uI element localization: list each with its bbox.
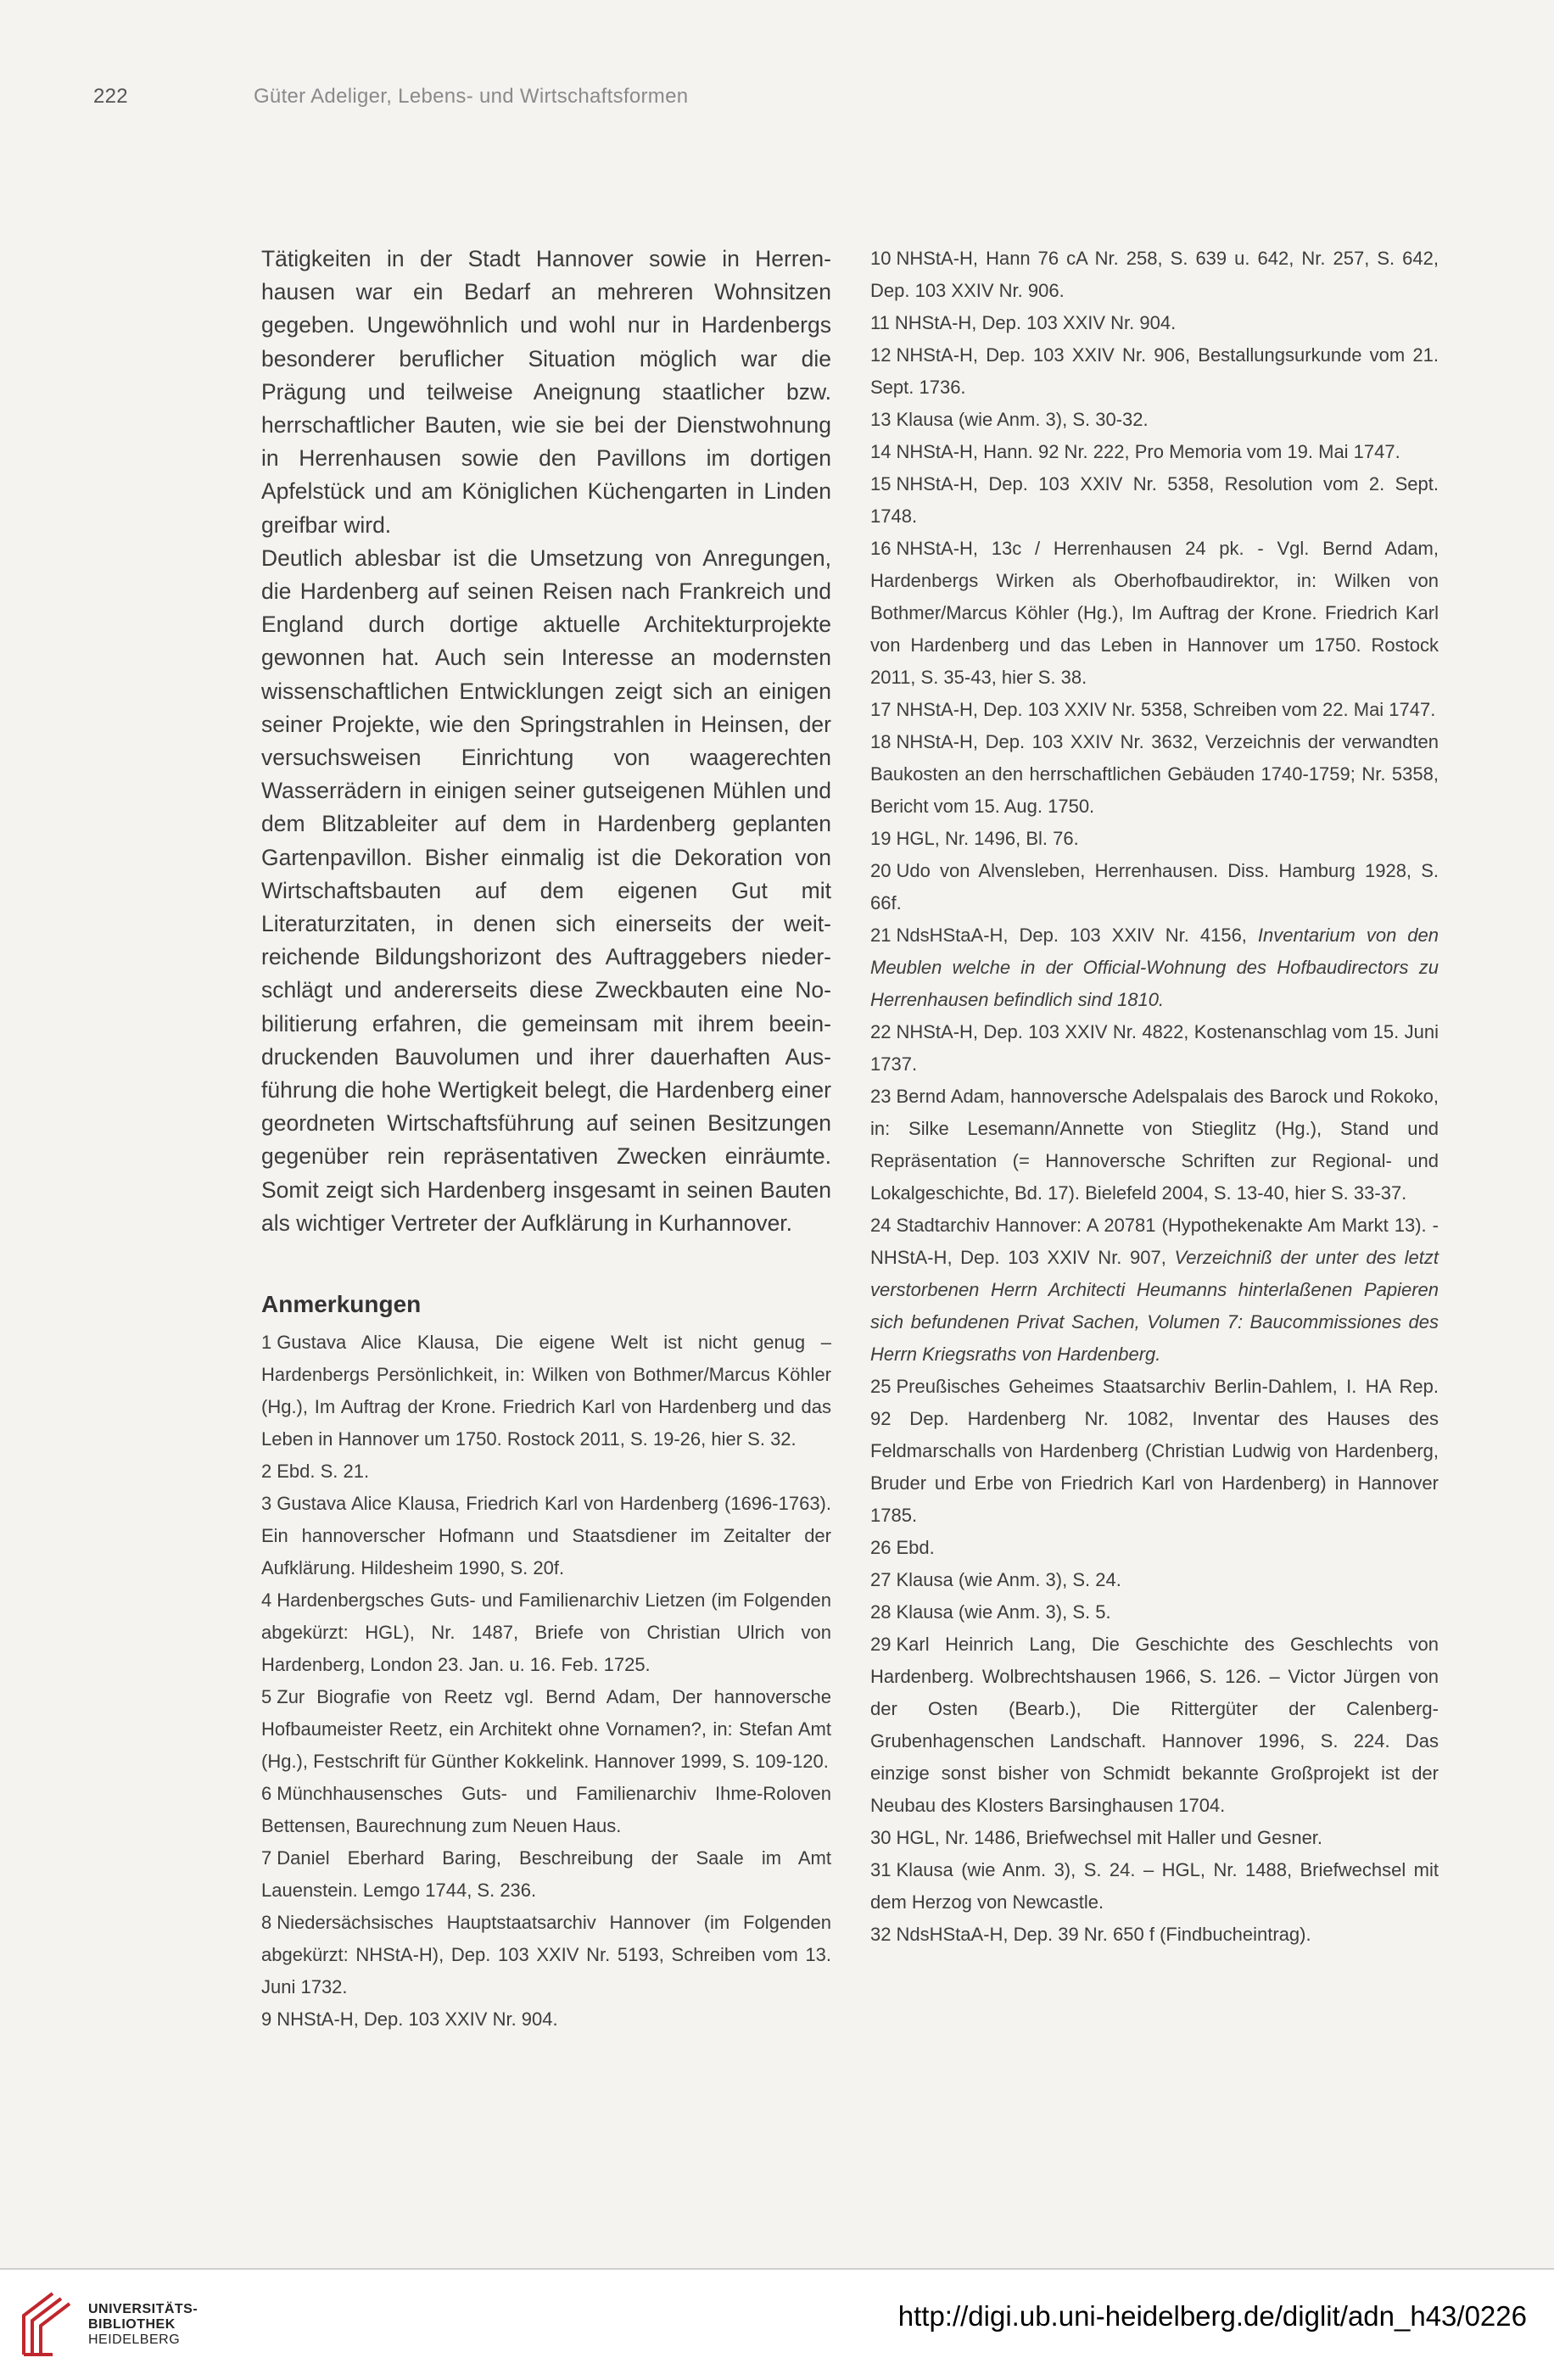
footnote bbox=[870, 1564, 1439, 1596]
footnote bbox=[870, 855, 1439, 919]
footnote-number: 20 bbox=[870, 860, 892, 881]
footnote-number: 12 bbox=[870, 344, 892, 366]
footnote-text: HGL, Nr. 1486, Briefwechsel mit Haller und Gesner. bbox=[896, 1827, 1323, 1848]
footnote-text: Ebd. S. 21. bbox=[277, 1461, 370, 1483]
footnote-number: 14 bbox=[870, 441, 892, 462]
footnote-text: HGL, Nr. 1496, Bl. 76. bbox=[896, 828, 1079, 849]
footnote-text: NHStA-H, Hann 76 cA Nr. 258, S. 639 u. 642, Nr. 257, S. 642, Dep. 103 XXIV Nr. 906. bbox=[870, 248, 1439, 301]
footnote bbox=[870, 919, 1439, 1016]
footnote bbox=[870, 694, 1439, 726]
footnote-number: 28 bbox=[870, 1601, 892, 1623]
footnote-text: Gustava Alice Klausa, Die eigene Welt ist nicht genug – Hardenbergs Persönlichkeit, in: Wilken von Bothmer/Marcus Köhler (Hg.), Im Auftrag der Krone. Friedrich Karl von Hardenberg und das Leben in Hannover um 1750. Rostock 2011, S. 19-26, hier S. 32. bbox=[261, 1332, 831, 1450]
footnote bbox=[870, 1629, 1439, 1822]
notes-heading: Anmerkungen bbox=[261, 1291, 422, 1318]
footnote-text: Zur Biografie von Reetz vgl. Bernd Adam, Der hannoversche Hofbaumeister Reetz, ein Architekt ohne Vornamen?, in: Stefan Amt (Hg.), Festschrift für Günther Kokkelink. Hannover 1999, S. 109-120. bbox=[261, 1686, 831, 1773]
body-paragraph-1: Tätigkeiten in der Stadt Hannover sowie in Herrenhausen war ein Bedarf an mehreren Wohnsitzen gegeben. Ungewöhnlich und wohl nur in Hardenbergs besonderer beruflicher Situation möglich war die Prägung und teilweise Aneignung staatlicher bzw. herrschaftlicher Bauten, wie sie bei der Dienstwohnung in Herrenhausen sowie den Pavillons im dortigen Apfelstück und am Königlichen Küchengarten in Linden greifbar wird. bbox=[261, 246, 831, 538]
footnote-text: NHStA-H, Dep. 103 XXIV Nr. 5358, Schreiben vom 22. Mai 1747. bbox=[896, 699, 1436, 720]
footnote-text: NHStA-H, 13c / Herrenhausen 24 pk. - Vgl. Bernd Adam, Hardenbergs Wirken als Oberhofbaudirektor, in: Wilken von Bothmer/Marcus Köhler (Hg.), Im Auftrag der Krone. Friedrich Karl von Hardenberg und das Leben in Hannover um 1750. Rostock 2011, S. 35-43, hier S. 38. bbox=[870, 538, 1439, 688]
footnote-number: 26 bbox=[870, 1537, 892, 1558]
footnote-number: 30 bbox=[870, 1827, 892, 1848]
footnote-text: NHStA-H, Dep. 103 XXIV Nr. 4822, Kostenanschlag vom 15. Juni 1737. bbox=[870, 1021, 1439, 1075]
footnote bbox=[870, 468, 1439, 533]
footnote-number: 29 bbox=[870, 1634, 892, 1655]
footnote-text: Preußisches Geheimes Staatsarchiv Berlin-Dahlem, I. HA Rep. 92 Dep. Hardenberg Nr. 1082, Inventar des Hauses des Feldmarschalls von Hardenberg (Christian Ludwig von Hardenberg, Bruder und Erbe von Friedrich Karl von Hardenberg) in Hannover 1785. bbox=[870, 1376, 1439, 1526]
body-paragraph-2: Deutlich ablesbar ist die Umsetzung von Anregungen, die Hardenberg auf seinen Reisen nach Frankreich und England durch dortige aktuelle Architekturprojekte gewonnen hat. Auch sein Interesse an modernsten wissenschaftlichen Entwicklungen zeigt sich an einigen seiner Projekte, wie den Springstrahlen in Heinsen, der versuchsweisen Einrichtung von waagerechten Wasserrädern in einigen seiner gutseigenen Mühlen und dem Blitzableiter auf dem in Hardenberg geplanten Gartenpavillon. Bisher einmalig ist die Dekoration von Wirtschaftsbauten auf dem eigenen Gut mit Literaturzitaten, in denen sich einerseits der weitreichende Bildungshorizont des Auftraggebers niederschlägt und andererseits diese Zweckbauten eine Nobilitierung erfahren, die gemeinsam mit ihrem beeindruckenden Bauvolumen und ihrer dauerhaften Ausführung die hohe Wertigkeit belegt, die Hardenberg einer geordneten Wirtschaftsführung auf seinen Besitzungen gegenüber rein repräsentativen Zwecken einräumte. Somit zeigt sich Hardenberg insgesamt in seinen Bauten als wichtiger Vertreter der Aufklärung in Kurhannover. bbox=[261, 545, 831, 1236]
footnote bbox=[870, 823, 1439, 855]
footnote bbox=[870, 1854, 1439, 1919]
footnote-text: Klausa (wie Anm. 3), S. 24. bbox=[896, 1569, 1121, 1590]
footnote-number: 21 bbox=[870, 925, 892, 946]
footnote bbox=[870, 1596, 1439, 1629]
right-column bbox=[870, 243, 1439, 1951]
footnote-text: NHStA-H, Dep. 103 XXIV Nr. 5358, Resolution vom 2. Sept. 1748. bbox=[870, 473, 1439, 527]
footnote-number: 5 bbox=[261, 1686, 272, 1708]
footnote bbox=[870, 1919, 1439, 1951]
footnote bbox=[870, 339, 1439, 404]
footnote-italic-title: Verzeichniß der unter des letzt verstorbenen Herrn Architecti Heumanns hinterlaßenen Papieren sich befundenen Privat Sachen, Volumen 7: Baucommissiones des Herrn Kriegsraths von Hardenberg. bbox=[870, 1247, 1439, 1365]
footnote bbox=[870, 1210, 1439, 1371]
footnote-number: 22 bbox=[870, 1021, 892, 1042]
footnote-text: Karl Heinrich Lang, Die Geschichte des Geschlechts von Hardenberg. Wolbrechtshausen 1966, S. 126. – Victor Jürgen von der Osten (Bearb.), Die Rittergüter der Calenberg-Grubenhagenschen Landschaft. Hannover 1996, S. 224. Das einzige sonst bisher von Schmidt bekannte Großprojekt ist der Neubau des Klosters Barsinghausen 1704. bbox=[870, 1634, 1439, 1816]
footnote bbox=[870, 1532, 1439, 1564]
footnote bbox=[870, 1822, 1439, 1854]
footnote-text: Klausa (wie Anm. 3), S. 30-32. bbox=[896, 409, 1149, 430]
footnote bbox=[870, 1371, 1439, 1532]
footnote bbox=[261, 1778, 831, 1842]
viewer-footer bbox=[0, 2268, 1554, 2380]
footnote-text: Bernd Adam, hannoversche Adelspalais des Barock und Rokoko, in: Silke Lesemann/Annette von Stieglitz (Hg.), Stand und Repräsentation (= Hannoversche Schriften zur Regional- und Lokalgeschichte, Bd. 17). Bielefeld 2004, S. 13-40, hier S. 33-37. bbox=[870, 1086, 1439, 1204]
footnote-number: 31 bbox=[870, 1859, 892, 1880]
footnote bbox=[261, 1681, 831, 1778]
footnote-number: 24 bbox=[870, 1215, 892, 1236]
footnote-number: 4 bbox=[261, 1589, 272, 1612]
footnote-text: NdsHStaA-H, Dep. 103 XXIV Nr. 4156, bbox=[896, 925, 1258, 946]
left-column bbox=[261, 243, 831, 2036]
footnote-text: NHStA-H, Dep. 103 XXIV Nr. 904. bbox=[894, 312, 1177, 333]
permalink-url[interactable]: http://digi.ub.uni-heidelberg.de/diglit/adn_h43/0226 bbox=[897, 2300, 1527, 2332]
footnote-number: 9 bbox=[261, 2008, 272, 2031]
footnote-text: Niedersächsisches Hauptstaatsarchiv Hannover (im Folgenden abgekürzt: NHStA-H), Dep. 103 XXIV Nr. 5193, Schreiben vom 13. Juni 1732. bbox=[261, 1912, 831, 1998]
library-logo-icon[interactable] bbox=[19, 2290, 78, 2360]
footnote bbox=[261, 1327, 831, 1455]
footnote-text: Münchhausensches Guts- und Familienarchiv Ihme-Roloven Bettensen, Baurechnung zum Neuen Haus. bbox=[261, 1783, 831, 1837]
footnote-number: 23 bbox=[870, 1086, 892, 1107]
footnote bbox=[870, 436, 1439, 468]
footnote bbox=[261, 1488, 831, 1584]
footnote-italic-title: Inventarium von den Meublen welche in der Official-Wohnung des Hofbaudirectors zu Herrenhausen befindlich sind 1810. bbox=[870, 925, 1439, 1010]
footnote bbox=[870, 307, 1439, 339]
footnote bbox=[870, 243, 1439, 307]
footnote-text: Ebd. bbox=[896, 1537, 935, 1558]
footnote-number: 11 bbox=[870, 312, 890, 333]
footnote-text: Stadtarchiv Hannover: A 20781 (Hypothekenakte Am Markt 13). - NHStA-H, Dep. 103 XXIV Nr. 907, bbox=[870, 1215, 1439, 1268]
footnote-text: Daniel Eberhard Baring, Beschreibung der Saale im Amt Lauenstein. Lemgo 1744, S. 236. bbox=[261, 1847, 831, 1902]
library-name-line-3: HEIDELBERG bbox=[88, 2333, 181, 2347]
footnote bbox=[870, 533, 1439, 694]
footnote-number: 7 bbox=[261, 1847, 272, 1869]
footnote bbox=[261, 1842, 831, 1907]
footnote-text: NHStA-H, Dep. 103 XXIV Nr. 3632, Verzeichnis der verwandten Baukosten an den herrschaftlichen Gebäuden 1740-1759; Nr. 5358, Bericht vom 15. Aug. 1750. bbox=[870, 731, 1439, 817]
footnote-text: Klausa (wie Anm. 3), S. 5. bbox=[896, 1601, 1111, 1623]
footnote bbox=[870, 1016, 1439, 1081]
footnote bbox=[870, 404, 1439, 436]
running-head bbox=[93, 85, 688, 109]
running-title: Güter Adeliger, Lebens- und Wirtschaftsformen bbox=[253, 85, 689, 108]
library-name-line-1: UNIVERSITÄTS- bbox=[88, 2302, 198, 2316]
footnote-number: 10 bbox=[870, 248, 892, 269]
footnote-number: 25 bbox=[870, 1376, 892, 1397]
footnote-text: Udo von Alvensleben, Herrenhausen. Diss. Hamburg 1928, S. 66f. bbox=[870, 860, 1439, 913]
footnote-number: 1 bbox=[261, 1332, 272, 1354]
footnote-number: 6 bbox=[261, 1783, 272, 1805]
footnote-number: 13 bbox=[870, 409, 892, 430]
footnote-text: Gustava Alice Klausa, Friedrich Karl von Hardenberg (1696-1763). Ein hannoverscher Hofmann und Staatsdiener im Zeitalter der Aufklärung. Hildesheim 1990, S. 20f. bbox=[261, 1493, 831, 1579]
footnote-text: Hardenbergsches Guts- und Familienarchiv Lietzen (im Folgenden abgekürzt: HGL), Nr. 1487, Briefe von Christian Ulrich von Hardenberg, London 23. Jan. u. 16. Feb. 1725. bbox=[261, 1589, 831, 1676]
footnote-number: 17 bbox=[870, 699, 892, 720]
footnote-text: Klausa (wie Anm. 3), S. 24. – HGL, Nr. 1488, Briefwechsel mit dem Herzog von Newcastle. bbox=[870, 1859, 1439, 1913]
footnote-number: 2 bbox=[261, 1461, 272, 1483]
footnote bbox=[261, 1584, 831, 1681]
footnote-text: NdsHStaA-H, Dep. 39 Nr. 650 f (Findbucheintrag). bbox=[896, 1924, 1311, 1945]
page-number: 222 bbox=[93, 85, 128, 108]
footnote-number: 27 bbox=[870, 1569, 892, 1590]
notes-list-left bbox=[261, 1327, 831, 2036]
footnote-text: NHStA-H, Dep. 103 XXIV Nr. 906, Bestallungsurkunde vom 21. Sept. 1736. bbox=[870, 344, 1439, 398]
footnote-number: 3 bbox=[261, 1493, 272, 1515]
footnote-number: 18 bbox=[870, 731, 892, 752]
notes-list-right bbox=[870, 243, 1439, 1951]
footnote bbox=[261, 1455, 831, 1488]
footnote bbox=[870, 726, 1439, 823]
footnote bbox=[870, 1081, 1439, 1210]
footnote-text: NHStA-H, Hann. 92 Nr. 222, Pro Memoria vom 19. Mai 1747. bbox=[896, 441, 1400, 462]
footnote-number: 15 bbox=[870, 473, 892, 494]
footnote-text: NHStA-H, Dep. 103 XXIV Nr. 904. bbox=[277, 2008, 558, 2031]
library-name-line-2: BIBLIOTHEK bbox=[88, 2317, 176, 2332]
library-name bbox=[88, 2302, 198, 2348]
footnote-number: 19 bbox=[870, 828, 892, 849]
footnote-number: 8 bbox=[261, 1912, 272, 1934]
footnote bbox=[261, 2003, 831, 2036]
footnote-number: 32 bbox=[870, 1924, 892, 1945]
footnote bbox=[261, 1907, 831, 2003]
footnote-number: 16 bbox=[870, 538, 892, 559]
